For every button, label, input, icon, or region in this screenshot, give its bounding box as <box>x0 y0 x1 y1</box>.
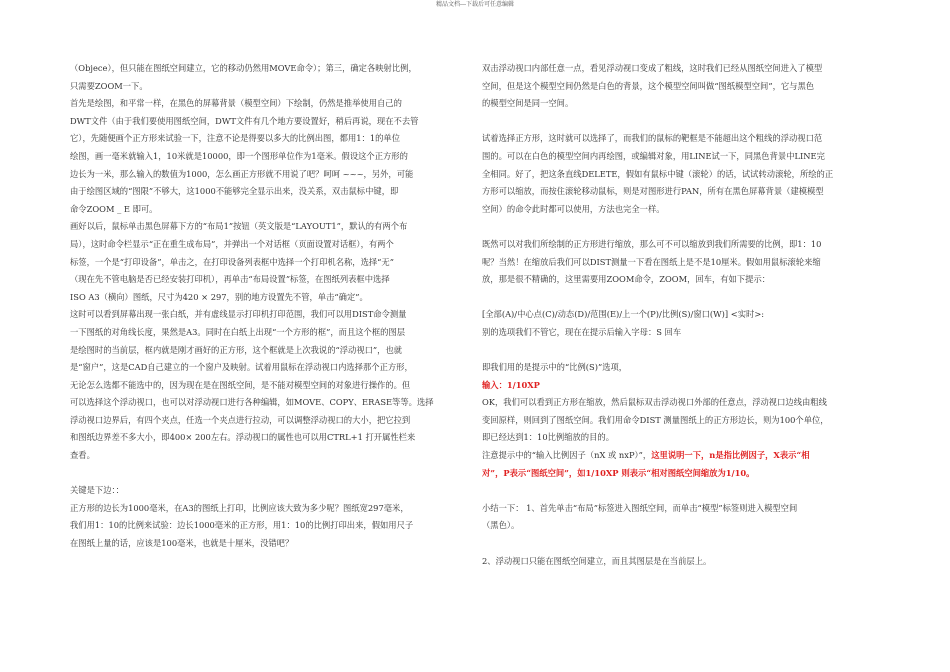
text-line: 是“窗户”，这是CAD自己建立的一个窗户及映射。试着用鼠标在浮动视口内选择那个正方形， <box>70 362 413 373</box>
text-line: （Objece），但只能在图纸空间建立，它的移动仍然用MOVE命令）；第三，确定各映射比例， <box>70 63 417 73</box>
spacer <box>482 289 884 307</box>
text-line: 既然可以对我们所绘制的正方形进行缩放，那么可不可以缩放到我们所需要的比例，即1：10 <box>482 238 822 249</box>
right-column <box>482 60 884 570</box>
highlight-line: 对”，P表示“图纸空间”，如1/10XP 则表示“相对图纸空间缩放为1/10。 <box>482 467 755 478</box>
text-line: 和图纸边界差不多大小，即400× 200左右。浮动视口的属性也可以用CTRL+1 打开属性栏来 <box>70 432 416 443</box>
text-line: 双击浮动视口内部任意一点，看见浮动视口变成了粗线，这时我们已经从图纸空间进入了模型 <box>482 63 823 73</box>
text-line: 是绘图时的当前层，框内就是刚才画好的正方形，这个框就是上次我说的“浮动视口”，也就 <box>70 344 403 355</box>
text-line: 查看。 <box>70 450 95 461</box>
summary-line: 2、浮动视口只能在图纸空间建立，而且其图层是在当前层上。 <box>482 555 712 566</box>
text-line: 边长为一米，那么输入的数值为1000，怎么画正方形就不用说了吧？呵呵 ~~~，另外，可能 <box>70 168 414 179</box>
text-line: 我们用1：10的比例来试验：边长1000毫米的正方形，用1：10的比例打印出来，假如用尺子 <box>70 520 414 531</box>
text-line: 命令ZOOM _ E 即可。 <box>70 203 158 214</box>
text-line: 围的。可以在白色的模型空间内再绘图，或编辑对象，用LINE试一下，同黑色背景中LINE完 <box>482 150 825 161</box>
note-line <box>482 447 884 465</box>
spacer <box>482 113 884 131</box>
text-line: 全相同。好了，把这条直线DELETE，假如有鼠标中键（滚轮）的话，试试转动滚轮，所绘的正 <box>482 168 834 179</box>
text-line: 画好以后，鼠标单击黑色屏幕下方的“布局1”按钮（英文版是“LAYOUT1”，默认的有两个布 <box>70 221 408 232</box>
text-line: 即我们用的是提示中的“比例(S)”选项， <box>482 362 628 373</box>
note-prefix: 注意提示中的“输入比例因子（nX 或 nxP）”， <box>482 450 652 461</box>
text-line: 无论怎么选都不能选中的，因为现在是在图纸空间，是不能对模型空间的对象进行操作的。但 <box>70 379 411 390</box>
text-line: DWT文件（由于我们要使用图纸空间，DWT文件有几个地方要设置好，稍后再说，现在不去管 <box>70 115 419 126</box>
summary-line: 小结一下： 1、首先单击“布局”标签进入图纸空间，而单击“模型”标签则进入模型空间 <box>482 502 798 513</box>
text-line: 标签，一个是“打印设备”，单击之，在打印设备列表框中选择一个打印机名称，选择“无” <box>70 256 394 267</box>
text-line: 它），先随便画个正方形来试验一下，注意不论是得要以多大的比例出图，都用1：1的单位 <box>70 133 400 144</box>
text-line: 正方形的边长为1000毫米，在A3的图纸上打印，比例应该大致为多少呢？图纸宽297毫米， <box>70 502 409 513</box>
text-line: 只需要ZOOM一下。 <box>70 80 148 91</box>
spacer <box>482 482 884 500</box>
text-line: 浮动视口边界后，有四个夹点，任选一个夹点进行拉动，可以调整浮动视口的大小，把它拉到 <box>70 414 411 425</box>
text-line: 空间，但是这个模型空间仍然是白色的背景，这个模型空间叫做“图纸模型空间”，它与黑色 <box>482 80 815 91</box>
text-line: [全部(A)/中心点(C)/动态(D)/范围(E)/上一个(P)/比例(S)/窗口(W)] <实时>: <box>482 309 765 320</box>
page-header: 精品文档---下载后可任意编辑 <box>435 1 515 8</box>
text-line: 变回原样，则回到了图纸空间。我们用命令DIST 测量图纸上的正方形边长，则为100个单位， <box>482 414 829 425</box>
spacer <box>482 535 884 553</box>
text-line: ISO A3（横向）图纸，尺寸为420 × 297，别的地方设置先不管，单击“确定”。 <box>70 291 368 302</box>
text-line: 由于绘图区域的“图限”不够大，这1000不能够完全显示出来，没关系，双击鼠标中键，即 <box>70 186 399 197</box>
text-line: 试着选择正方形，这时就可以选择了，而我们的鼠标的靶框是不能超出这个粗线的浮动视口范 <box>482 133 823 144</box>
text-line: 方形可以缩放，而按住滚轮移动鼠标，则是对图形进行PAN，所有在黑色屏幕背景（建模模型 <box>482 186 824 197</box>
highlight-line: 输入：1/10XP <box>482 379 540 390</box>
text-line: 呢？当然！在缩放后我们可以DIST测量一下看在图纸上是不是10厘米。假如用鼠标滚轮来缩 <box>482 256 821 267</box>
spacer <box>482 218 884 236</box>
text-line: 放，那是很不精确的，这里需要用ZOOM命令，ZOOM，回车，有如下提示： <box>482 274 771 285</box>
text-line: 这时可以看到屏幕出现一张白纸，并有虚线显示打印机打印范围，我们可以用DIST命令测量 <box>70 309 407 320</box>
text-line: 绘图，画一毫米就输入1，10米就是10000，即一个图形单位作为1毫米。假设这个正方形的 <box>70 150 408 161</box>
text-line: 在图纸上量的话，应该是100毫米，也就是十厘米，没错吧？ <box>70 538 294 549</box>
text-line: 一下图纸的对角线长度，果然是A3。同时在白纸上出现“一个方形的框”，而且这个框的图层 <box>70 326 406 337</box>
text-line: 局），这时命令栏显示“正在重生成布局”，并弹出一个对话框（页面设置对话框），有两个 <box>70 238 394 249</box>
text-line: 可以选择这个浮动视口，也可以对浮动视口进行各种编辑，如MOVE、COPY、ERASE等等。选择 <box>70 397 434 408</box>
text-line: OK，我们可以看到正方形在缩放，然后鼠标双击浮动视口外部的任意点，浮动视口边线由粗线 <box>482 397 827 408</box>
text-line: 首先是绘图，和平常一样，在黑色的屏幕背景（模型空间）下绘制，仍然是推举使用自己的 <box>70 98 402 109</box>
left-column <box>70 60 465 553</box>
note-highlight: 这里说明一下，n是指比例因子，X表示“相 <box>651 450 810 461</box>
text-line: 空间）的命令此时都可以使用，方法也完全一样。 <box>482 203 665 214</box>
summary-line: （黑色）。 <box>482 520 520 531</box>
text-line: （现在先不管电脑是否已经安装打印机），再单击“布局设置”标签，在图纸列表框中选择 <box>70 274 390 285</box>
text-line: 的模型空间是同一空间。 <box>482 98 574 109</box>
text-line: 别的选项我们不管它，现在在提示后输入字母：S 回车 <box>482 326 682 337</box>
spacer <box>70 465 465 483</box>
text-line: 关键是下边：： <box>70 485 124 496</box>
text-line: 即已经达到1：10比例缩放的目的。 <box>482 432 614 443</box>
spacer <box>482 342 884 360</box>
